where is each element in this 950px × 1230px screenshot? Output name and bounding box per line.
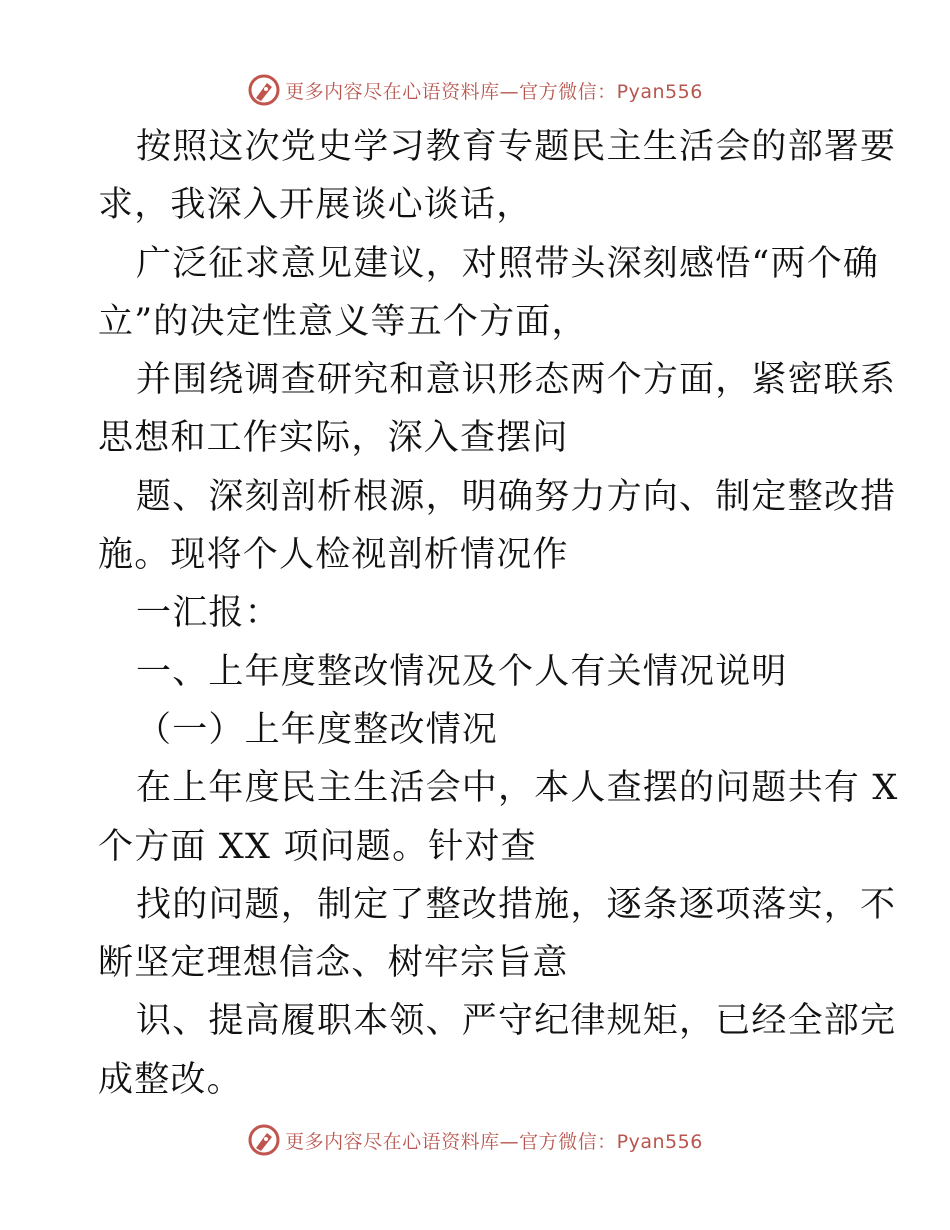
paragraph-line: 找的问题，制定了整改措施，逐条逐项落实，不 [136,884,897,925]
paragraph-line: 一汇报： [136,593,281,634]
paragraph-line: 成整改。 [98,1059,243,1100]
paragraph-line: 施。现将个人检视剖析情况作 [98,535,569,576]
paragraph-line: 并围绕调查研究和意识形态两个方面，紧密联系 [136,360,897,401]
paragraph-line: 求，我深入开展谈心谈话， [98,185,533,226]
footer-watermark [0,1120,950,1160]
document-body [98,118,899,1109]
paragraph-line: 立”的决定性意义等五个方面， [98,301,588,342]
header-watermark [0,70,950,110]
paragraph-line: 思想和工作实际，深入查摆问 [98,418,569,459]
paragraph-line: 个方面 XX 项问题。针对查 [98,826,537,867]
watermark-text: 更多内容尽在心语资料库—官方微信：Pyan556 [285,1130,703,1153]
watermark-text: 更多内容尽在心语资料库—官方微信：Pyan556 [285,80,703,103]
paragraph-line: 题、深刻剖析根源，明确努力方向、制定整改措 [136,476,897,517]
pen-nib-logo-icon [247,73,281,107]
section-heading: 一、上年度整改情况及个人有关情况说明 [136,651,788,692]
paragraph-line: 断坚定理想信念、树牢宗旨意 [98,943,569,984]
paragraph-line: 识、提高履职本领、严守纪律规矩，已经全部完 [136,1001,897,1042]
paragraph-line: 在上年度民主生活会中，本人查摆的问题共有 X [136,768,899,809]
paragraph-line: 广泛征求意见建议，对照带头深刻感悟“两个确 [136,243,880,284]
subsection-heading: （一）上年度整改情况 [136,709,499,750]
paragraph-line: 按照这次党史学习教育专题民主生活会的部署要 [136,127,897,167]
pen-nib-logo-icon [247,1123,281,1157]
